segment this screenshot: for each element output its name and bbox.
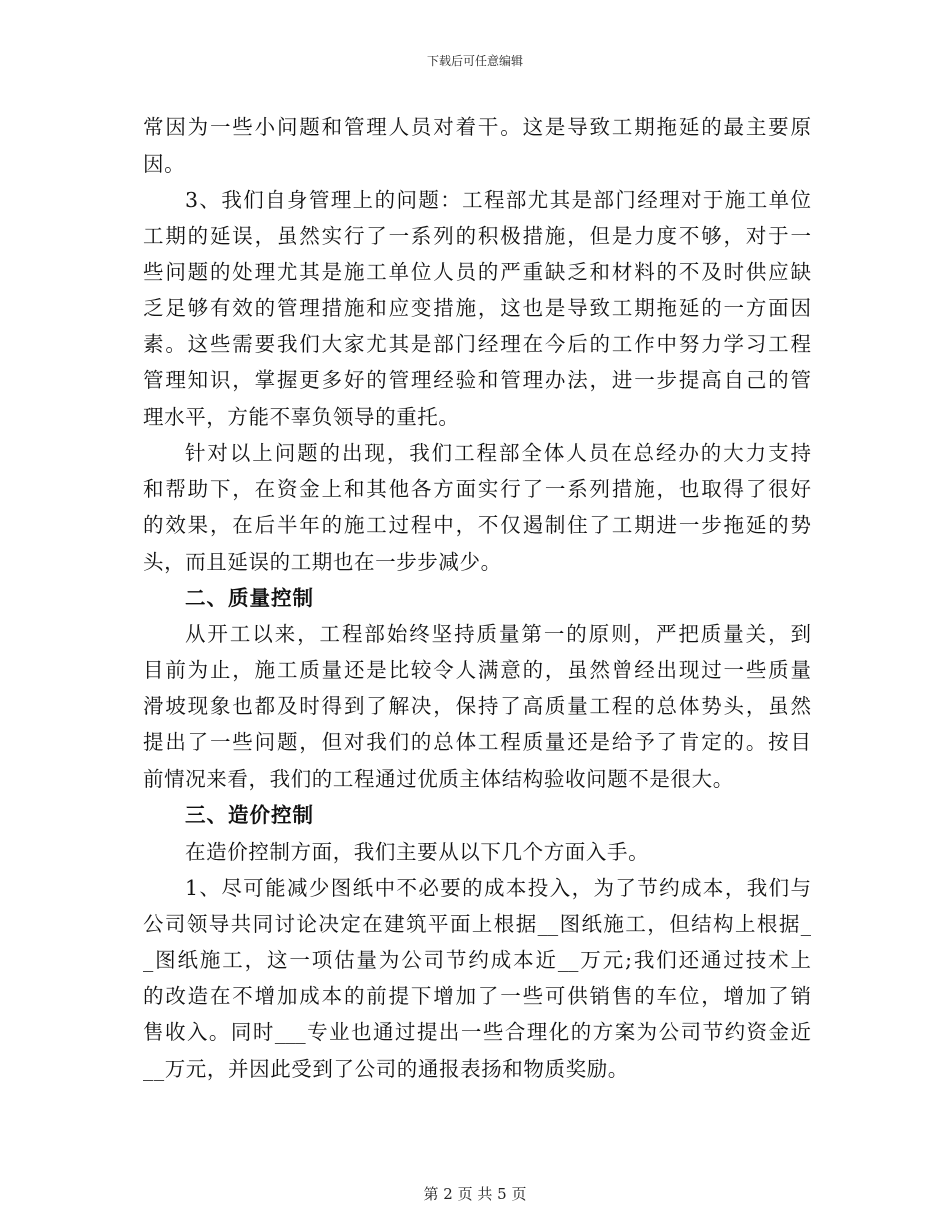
paragraph-line: 因。 [143,152,186,176]
paragraph-line: 常因为一些小问题和管理人员对着干。这是导致工期拖延的最主要原 [143,115,811,139]
paragraph-line: 售收入。同时___专业也通过提出一些合理化的方案为公司节约资金近 [143,1020,811,1044]
paragraph-line: 3、我们自身管理上的问题：工程部尤其是部门经理对于施工单位 [185,188,811,212]
page-footer: 第 2 页 共 5 页 [423,1185,527,1203]
paragraph-line: 管理知识，掌握更多好的管理经验和管理办法，进一步提高自己的管 [143,368,811,392]
section-heading: 三、造价控制 [185,803,314,827]
paragraph-line: 针对以上问题的出现，我们工程部全体人员在总经办的大力支持 [185,441,811,465]
paragraph-line: 滑坡现象也都及时得到了解决，保持了高质量工程的总体势头，虽然 [143,694,811,718]
paragraph-line: 在造价控制方面，我们主要从以下几个方面入手。 [185,840,650,864]
paragraph-line: 的效果，在后半年的施工过程中，不仅遏制住了工期进一步拖延的势 [143,513,811,537]
paragraph-line: 前情况来看，我们的工程通过优质主体结构验收问题不是很大。 [143,767,734,791]
paragraph-line: 些问题的处理尤其是施工单位人员的严重缺乏和材料的不及时供应缺 [143,260,811,284]
section-heading: 二、质量控制 [185,586,314,610]
paragraph-line: 乏足够有效的管理措施和应变措施，这也是导致工期拖延的一方面因 [143,296,811,320]
paragraph-line: 理水平，方能不辜负领导的重托。 [143,405,460,429]
paragraph-line: _图纸施工，这一项估量为公司节约成本近__万元;我们还通过技术上 [143,948,811,972]
paragraph-line: 从开工以来，工程部始终坚持质量第一的原则，严把质量关，到 [185,622,811,646]
paragraph-line: 素。这些需要我们大家尤其是部门经理在今后的工作中努力学习工程 [143,332,811,356]
paragraph-line: 提出了一些问题，但对我们的总体工程质量还是给予了肯定的。按目 [143,730,811,754]
paragraph-line: __万元，并因此受到了公司的通报表扬和物质奖励。 [143,1057,629,1081]
paragraph-line: 目前为止，施工质量还是比较令人满意的，虽然曾经出现过一些质量 [143,658,811,682]
paragraph-line: 和帮助下，在资金上和其他各方面实行了一系列措施，也取得了很好 [143,477,811,501]
paragraph-line: 工期的延误，虽然实行了一系列的积极措施，但是力度不够，对于一 [143,224,811,248]
paragraph-line: 1、尽可能减少图纸中不必要的成本投入，为了节约成本，我们与 [185,876,811,900]
paragraph-line: 公司领导共同讨论决定在建筑平面上根据__图纸施工，但结构上根据_ [143,912,811,936]
page-header: 下载后可任意编辑 [426,54,523,68]
paragraph-line: 的改造在不增加成本的前提下增加了一些可供销售的车位，增加了销 [143,984,811,1008]
paragraph-line: 头，而且延误的工期也在一步步减少。 [143,550,502,574]
